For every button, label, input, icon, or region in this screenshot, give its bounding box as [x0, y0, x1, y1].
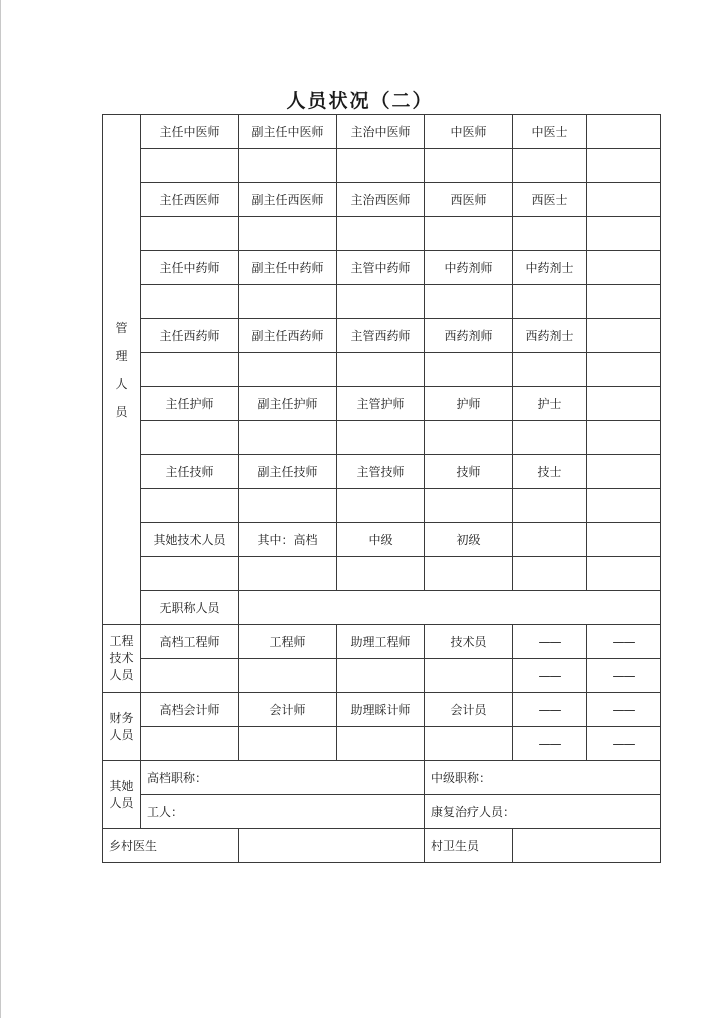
group-label-finance: 财务人员: [103, 693, 141, 761]
header-cell: 主管中药师: [337, 251, 425, 285]
input-cell[interactable]: [587, 149, 661, 183]
header-cell: 主任西医师: [141, 183, 239, 217]
input-cell[interactable]: [513, 557, 587, 591]
header-cell: 主管西药师: [337, 319, 425, 353]
input-cell[interactable]: [425, 557, 513, 591]
table-row: [103, 115, 661, 149]
header-cell: 主治西医师: [337, 183, 425, 217]
workers-field[interactable]: 工人：: [141, 795, 425, 829]
table-row: [103, 285, 661, 319]
input-cell[interactable]: [337, 659, 425, 693]
header-cell-no-title: 无职称人员: [141, 591, 239, 625]
table-row: [103, 217, 661, 251]
input-cell[interactable]: [141, 421, 239, 455]
input-cell[interactable]: [513, 149, 587, 183]
header-cell: 助理睬计师: [337, 693, 425, 727]
table-row: [103, 523, 661, 557]
header-cell: 主任中医师: [141, 115, 239, 149]
input-cell[interactable]: [337, 285, 425, 319]
header-cell: [587, 455, 661, 489]
input-cell[interactable]: [239, 727, 337, 761]
input-cell[interactable]: [513, 421, 587, 455]
input-cell[interactable]: [239, 149, 337, 183]
page-left-edge: [0, 0, 1, 1018]
input-cell[interactable]: [337, 727, 425, 761]
input-cell[interactable]: [141, 217, 239, 251]
header-cell: 副主任技师: [239, 455, 337, 489]
input-cell[interactable]: [239, 489, 337, 523]
input-cell[interactable]: [239, 557, 337, 591]
header-cell: 西医师: [425, 183, 513, 217]
input-cell[interactable]: [141, 659, 239, 693]
header-cell: 高档工程师: [141, 625, 239, 659]
input-cell[interactable]: [239, 217, 337, 251]
table-row: [103, 761, 661, 795]
header-cell: 高档会计师: [141, 693, 239, 727]
input-cell[interactable]: [425, 489, 513, 523]
header-cell: 主任中药师: [141, 251, 239, 285]
table-row: [103, 591, 661, 625]
dash-cell: ——: [587, 625, 661, 659]
input-cell[interactable]: [141, 727, 239, 761]
header-cell: [513, 523, 587, 557]
table-row: [103, 353, 661, 387]
input-cell[interactable]: [513, 353, 587, 387]
input-cell[interactable]: [337, 421, 425, 455]
input-cell[interactable]: [425, 659, 513, 693]
input-cell[interactable]: [587, 421, 661, 455]
table-row: [103, 149, 661, 183]
header-cell: [587, 523, 661, 557]
mid-title-field[interactable]: 中级职称：: [425, 761, 661, 795]
input-cell[interactable]: [425, 421, 513, 455]
table-row: [103, 455, 661, 489]
header-cell: 会计员: [425, 693, 513, 727]
table-row: [103, 557, 661, 591]
input-cell[interactable]: [239, 353, 337, 387]
header-cell: 其中：高档: [239, 523, 337, 557]
input-cell-no-title[interactable]: [239, 591, 661, 625]
header-cell: 会计师: [239, 693, 337, 727]
input-cell[interactable]: [337, 217, 425, 251]
input-cell[interactable]: [141, 149, 239, 183]
input-cell[interactable]: [587, 285, 661, 319]
group-label-management: 管 理 人 员: [103, 115, 141, 625]
dash-cell: ——: [587, 659, 661, 693]
table-row: [103, 183, 661, 217]
header-cell: 主任西药师: [141, 319, 239, 353]
header-cell: 西药剂师: [425, 319, 513, 353]
dash-cell: ——: [587, 693, 661, 727]
input-cell[interactable]: [337, 489, 425, 523]
input-cell[interactable]: [513, 285, 587, 319]
dash-cell: ——: [513, 659, 587, 693]
dash-cell: ——: [513, 625, 587, 659]
header-cell: 中医士: [513, 115, 587, 149]
header-cell: 副主任中医师: [239, 115, 337, 149]
header-cell: 中药剂师: [425, 251, 513, 285]
senior-title-field[interactable]: 高档职称：: [141, 761, 425, 795]
input-cell[interactable]: [337, 353, 425, 387]
table-row: [103, 659, 661, 693]
header-cell: 技师: [425, 455, 513, 489]
header-cell: 主任技师: [141, 455, 239, 489]
village-doctor-label: 乡村医生: [103, 829, 239, 863]
rehab-staff-field[interactable]: 康复治疗人员：: [425, 795, 661, 829]
table-row: [103, 251, 661, 285]
table-row: [103, 727, 661, 761]
table-row: [103, 489, 661, 523]
input-cell[interactable]: [141, 353, 239, 387]
header-cell: 工程师: [239, 625, 337, 659]
header-cell: [587, 183, 661, 217]
village-doctor-field[interactable]: [239, 829, 425, 863]
village-health-worker-field[interactable]: [513, 829, 661, 863]
table-row: [103, 795, 661, 829]
table-row: [103, 319, 661, 353]
group-label-engineering: 工程技术人员: [103, 625, 141, 693]
header-cell: 主管技师: [337, 455, 425, 489]
input-cell[interactable]: [587, 489, 661, 523]
input-cell[interactable]: [425, 353, 513, 387]
header-cell: 副主任中药师: [239, 251, 337, 285]
header-cell: [587, 319, 661, 353]
dash-cell: ——: [587, 727, 661, 761]
header-cell: 主任护师: [141, 387, 239, 421]
header-cell: 副主任西医师: [239, 183, 337, 217]
table-row: [103, 421, 661, 455]
header-cell: 主管护师: [337, 387, 425, 421]
header-cell: 中药剂士: [513, 251, 587, 285]
group-label-other: 其她人员: [103, 761, 141, 829]
header-cell: 技术员: [425, 625, 513, 659]
table-row: [103, 387, 661, 421]
input-cell[interactable]: [239, 659, 337, 693]
input-cell[interactable]: [337, 149, 425, 183]
header-cell: 副主任护师: [239, 387, 337, 421]
header-cell: 副主任西药师: [239, 319, 337, 353]
page-title: 人员状况（二）: [286, 90, 434, 112]
header-cell: [587, 251, 661, 285]
header-cell: 初级: [425, 523, 513, 557]
header-cell: 中级: [337, 523, 425, 557]
input-cell[interactable]: [425, 149, 513, 183]
header-cell: 护师: [425, 387, 513, 421]
input-cell[interactable]: [587, 353, 661, 387]
header-cell: 西药剂士: [513, 319, 587, 353]
header-cell: 其她技术人员: [141, 523, 239, 557]
input-cell[interactable]: [141, 489, 239, 523]
input-cell[interactable]: [141, 557, 239, 591]
input-cell[interactable]: [239, 285, 337, 319]
table-row: [103, 829, 661, 863]
header-cell: 西医士: [513, 183, 587, 217]
dash-cell: ——: [513, 727, 587, 761]
table-row: [103, 625, 661, 659]
header-cell: 技士: [513, 455, 587, 489]
personnel-table: [102, 114, 661, 863]
table-row: [103, 693, 661, 727]
header-cell: [587, 115, 661, 149]
dash-cell: ——: [513, 693, 587, 727]
input-cell[interactable]: [141, 285, 239, 319]
input-cell[interactable]: [425, 727, 513, 761]
input-cell[interactable]: [513, 489, 587, 523]
input-cell[interactable]: [239, 421, 337, 455]
input-cell[interactable]: [425, 285, 513, 319]
input-cell[interactable]: [513, 217, 587, 251]
input-cell[interactable]: [337, 557, 425, 591]
input-cell[interactable]: [425, 217, 513, 251]
header-cell: [587, 387, 661, 421]
input-cell[interactable]: [587, 557, 661, 591]
input-cell[interactable]: [587, 217, 661, 251]
header-cell: 助理工程师: [337, 625, 425, 659]
header-cell: 中医师: [425, 115, 513, 149]
header-cell: 护士: [513, 387, 587, 421]
header-cell: 主治中医师: [337, 115, 425, 149]
village-health-worker-label: 村卫生员: [425, 829, 513, 863]
